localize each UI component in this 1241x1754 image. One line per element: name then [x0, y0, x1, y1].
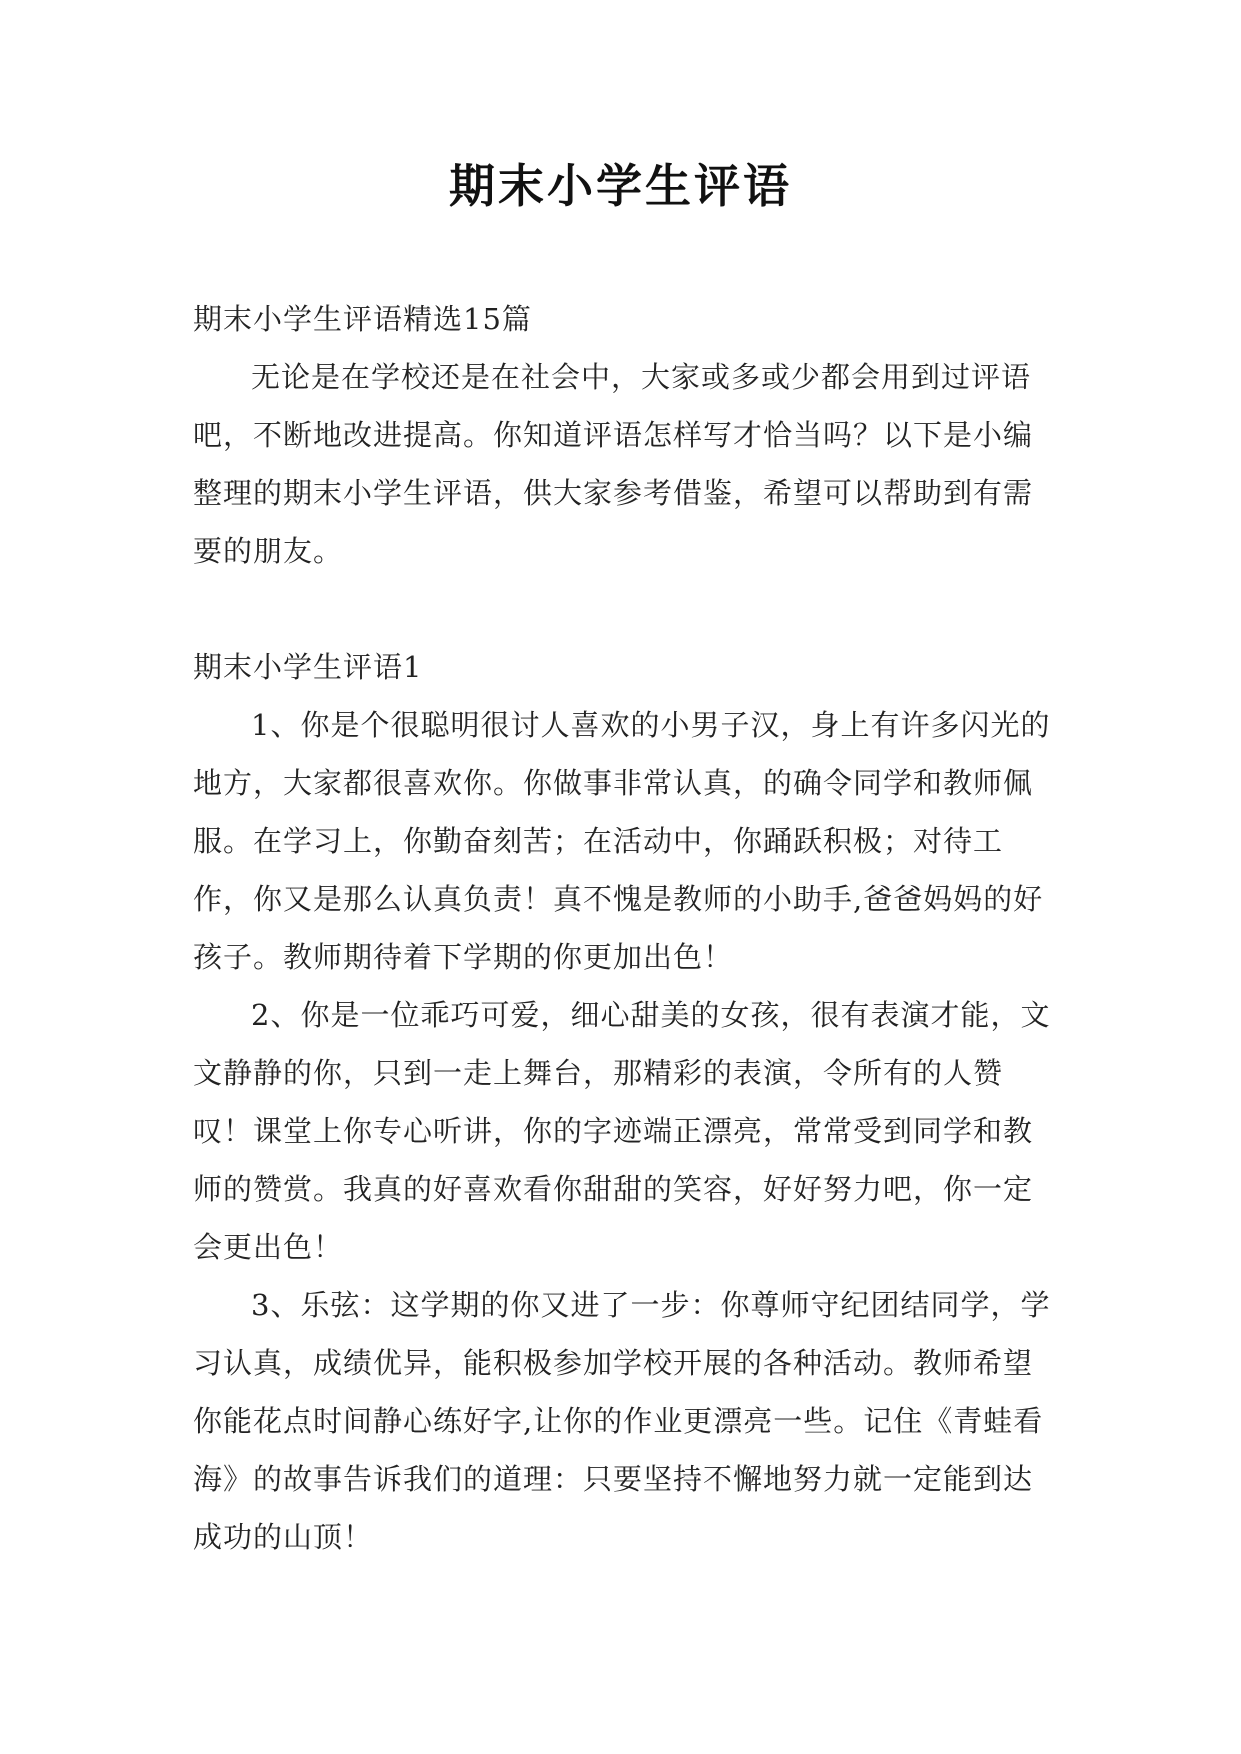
document-body [193, 290, 1055, 1566]
document-subtitle: 期末小学生评语精选15篇 [193, 302, 532, 336]
comment-paragraph-1: 1、你是个很聪明很讨人喜欢的小男子汉，身上有许多闪光的地方，大家都很喜欢你。你做事非常认真，的确令同学和教师佩服。在学习上，你勤奋刻苦；在活动中，你踊跃积极；对待工作，你又是那么认真负责！真不愧是教师的小助手,爸爸妈妈的好孩子。教师期待着下学期的你更加出色！ [193, 708, 1051, 974]
section-spacer [193, 580, 1055, 638]
intro-paragraph: 无论是在学校还是在社会中，大家或多或少都会用到过评语吧，不断地改进提高。你知道评语怎样写才恰当吗？以下是小编整理的期末小学生评语，供大家参考借鉴，希望可以帮助到有需要的朋友。 [193, 360, 1034, 568]
document-title: 期末小学生评语 [449, 159, 792, 213]
section-title: 期末小学生评语1 [193, 650, 423, 684]
comment-paragraph-3: 3、乐弦：这学期的你又进了一步：你尊师守纪团结同学，学习认真，成绩优异，能积极参加学校开展的各种活动。教师希望你能花点时间静心练好字,让你的作业更漂亮一些。记住《青蛙看海》的故事告诉我们的道理：只要坚持不懈地努力就一定能到达成功的山顶！ [193, 1288, 1051, 1554]
comment-paragraph-2: 2、你是一位乖巧可爱，细心甜美的女孩，很有表演才能，文文静静的你，只到一走上舞台，那精彩的表演，令所有的人赞叹！课堂上你专心听讲，你的字迹端正漂亮，常常受到同学和教师的赞赏。我真的好喜欢看你甜甜的笑容，好好努力吧，你一定会更出色！ [193, 998, 1051, 1264]
